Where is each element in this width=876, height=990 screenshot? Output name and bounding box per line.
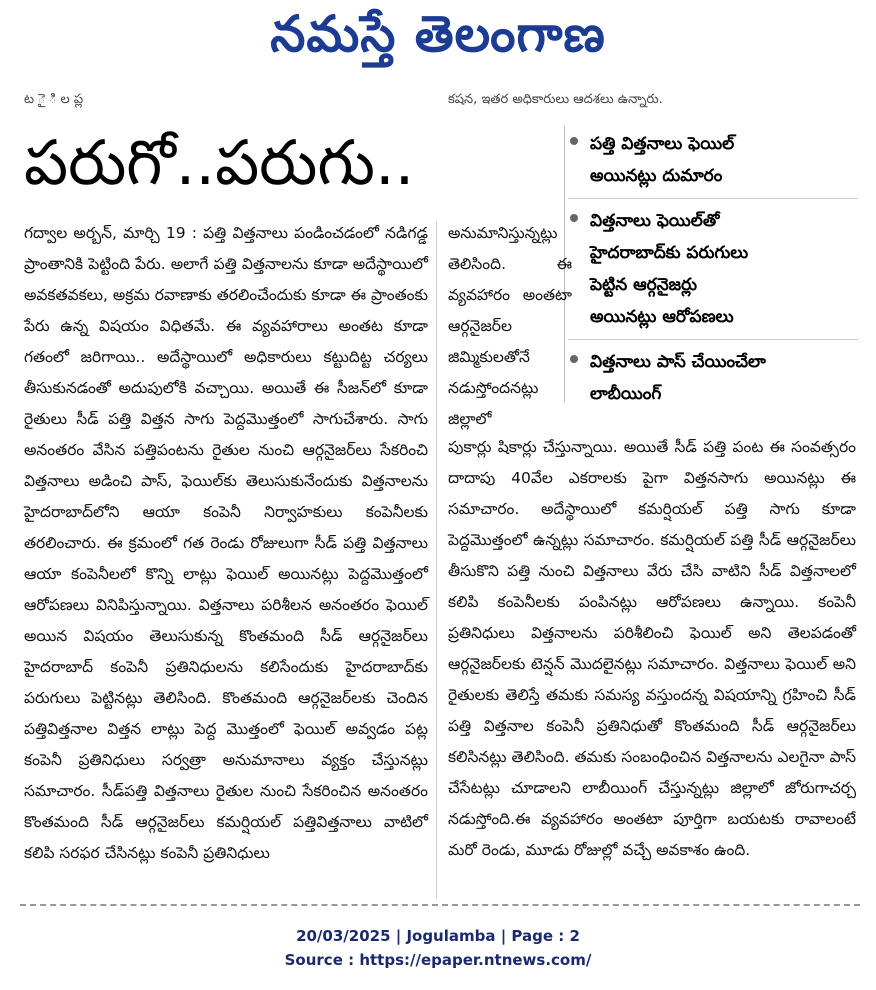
column-divider [436, 222, 437, 898]
source-url: Source : https://epaper.ntnews.com/ [284, 951, 592, 969]
headline: పరుగో..పరుగు.. [24, 126, 415, 199]
highlight-line: లాబీయింగ్ [590, 384, 662, 404]
highlight-line: అయినట్లు దుమారం [590, 166, 723, 186]
highlight-line: పెట్టిన ఆర్గనైజర్లు [590, 275, 698, 295]
highlights-box [568, 128, 858, 422]
highlight-item [568, 205, 858, 340]
cut-text-right: కషన, ఇతర అధికారులు ఆదశలు ఉన్నారు. [448, 92, 663, 107]
highlight-line: విత్తనాలు ఫెయిల్‌తో [590, 211, 720, 231]
clipping-bottom-rule [20, 904, 860, 906]
newspaper-title: నమస్తే తెలంగాణ [270, 4, 606, 63]
bullet-dot-icon [570, 137, 578, 145]
masthead [0, 0, 876, 80]
highlight-item [568, 128, 858, 199]
highlight-line: పత్తి విత్తనాలు ఫెయిల్ [590, 134, 735, 154]
article-column-2: పుకార్లు షికార్లు చేస్తున్నాయి. అయితే సీడ్ పత్తి పంట ఈ సంవత్సరం దాదాపు 40వేల ఎకరాలకు పైగా విత్తనసాగు అయినట్లు ఈ సమాచారం. అదేస్థాయిలో కమర్షియల్ పత్తి సాగు కూడా పెద్దమొత్తంలో ఉన్నట్లు సమాచారం. కమర్షియల్ పత్తి సీడ్ ఆర్గనైజర్‌లు తీసుకొని పత్తి నుంచి విత్తనాలు వేరు చేసి వాటిని సీడ్ విత్తనాలలో కలిపి కంపెనీలకు పంపినట్లు ఆరోపణలు ఉన్నాయి. కంపెనీ ప్రతినిధులు విత్తనాలను పరిశీలించి ఫెయిల్ అని తెలపడంతో ఆర్గనైజర్‌లకు టెన్షన్ మొదలైనట్లు సమాచారం. విత్తనాలు ఫెయిల్ అని రైతులకు తెలిస్తే తమకు సమస్య వస్తుందన్న విషయాన్ని గ్రహించి సీడ్ పత్తి విత్తనాల కంపెనీ ప్రతినిధుతో కొంతమంది సీడ్ ఆర్గనైజర్‌లు కలిసినట్లు తెలిసింది. తమకు సంబంధించిన విత్తనాలను ఎలగైనా పాస్ చేసేటట్లు చూడాలని లాబీయింగ్ చేస్తున్నట్లు జిల్లాలో జోరుగాచర్చ నడుస్తోంది.ఈ వ్యవహారం అంతటా పూర్తిగా బయటకు రావాలంటే మరో రెండు, మూడు రోజుల్లో వచ్చే అవకాశం ఉంది. [448, 438, 856, 859]
page-footer [0, 924, 876, 972]
article-column-2-top: అనుమానిస్తున్నట్లు తెలిసింది. ఈ వ్యవహారం అంతటా ఆర్గనైజర్‌ల జిమ్మికులతోనే నడుస్తోందనట్లు జిల్లాలో [448, 224, 572, 428]
highlight-line: విత్తనాలు పాస్ చేయించేలా [590, 352, 766, 372]
article-clipping [20, 92, 860, 910]
highlight-line: అయినట్లు ఆరోపణలు [590, 307, 734, 327]
edition-info: 20/03/2025 | Jogulamba | Page : 2 [296, 927, 580, 945]
cut-text-left: ట ై ి ల ప్ల [24, 92, 84, 107]
highlight-line: హైదరాబాద్‌కు పరుగులు [590, 243, 749, 263]
highlight-item [568, 346, 858, 416]
article-column-1: గద్వాల అర్బన్, మార్చి 19 : పత్తి విత్తనాలు పండించడంలో నడిగడ్డ ప్రాంతానికి పెట్టింది పేరు. అలాగే పత్తి విత్తనాలను కూడా అదేస్థాయిలో అవకతవకలు, అక్రమ రవాణాకు తరలించేందుకు కూడా ఈ ప్రాంతంకు పేరు ఉన్న విషయం విధితమే. ఈ వ్యవహారాలు అంతట కూడా గతంలో జరిగాయి.. అదేస్థాయిలో అధికారులు కట్టుదిట్ట చర్యలు తీసుకునడంతో అదుపులోకి వచ్చాయి. అయితే ఈ సీజన్‌లో కూడా రైతులు సీడ్ పత్తి విత్తన సాగు పెద్దమొత్తంలో సాగుచేశారు. సాగు అనంతరం వేసిన పత్తిపంటను రైతుల నుంచి ఆర్గనైజర్‌లు సేకరించి విత్తనాలు అడించి పాస్, ఫెయిల్‌కు తెలుసుకునేందుకు విత్తనాలను హైదరాబాద్‌లోని ఆయా కంపెనీ నిర్వాహకులు కంపెనీలకు తరలించారు. ఈ క్రమంలో గత రెండు రోజులుగా సీడ్ పత్తి విత్తనాలు ఆయా కంపెనీలలో కొన్ని లాట్లు ఫెయిల్ అయినట్లు పెద్దమొత్తంలో ఆరోపణలు వినిపిస్తున్నాయి. విత్తనాలు పరిశీలన అనంతరం ఫెయిల్ అయిన విషయం తెలుసుకున్న కొంతమంది సీడ్ ఆర్గనైజర్‌లు హైదరాబాద్ కంపెనీ ప్రతినిధులను కలిసేందుకు హైదరాబాద్‌కు పరుగులు పెట్టినట్లు తెలిసింది. కొంతమంది ఆర్గనైజర్‌లకు చెందిన పత్తివిత్తనాల విత్తన లాట్లు పెద్ద మొత్తంలో ఫెయిల్ అవ్వడం పట్ల కంపెనీ ప్రతినిధులు సర్వత్రా అనుమానాలు వ్యక్తం చేస్తునట్లు సమాచారం. సీడ్‌పత్తి విత్తనాలు రైతుల నుంచి సేకరించిన అనంతరం కొంతమంది సీడ్ ఆర్గనైజర్‌లు కమర్షియల్ పత్తివిత్తనాలు వాటిలో కలిపి సరఫర చేసినట్లు కంపెనీ ప్రతినిధులు [24, 224, 428, 862]
